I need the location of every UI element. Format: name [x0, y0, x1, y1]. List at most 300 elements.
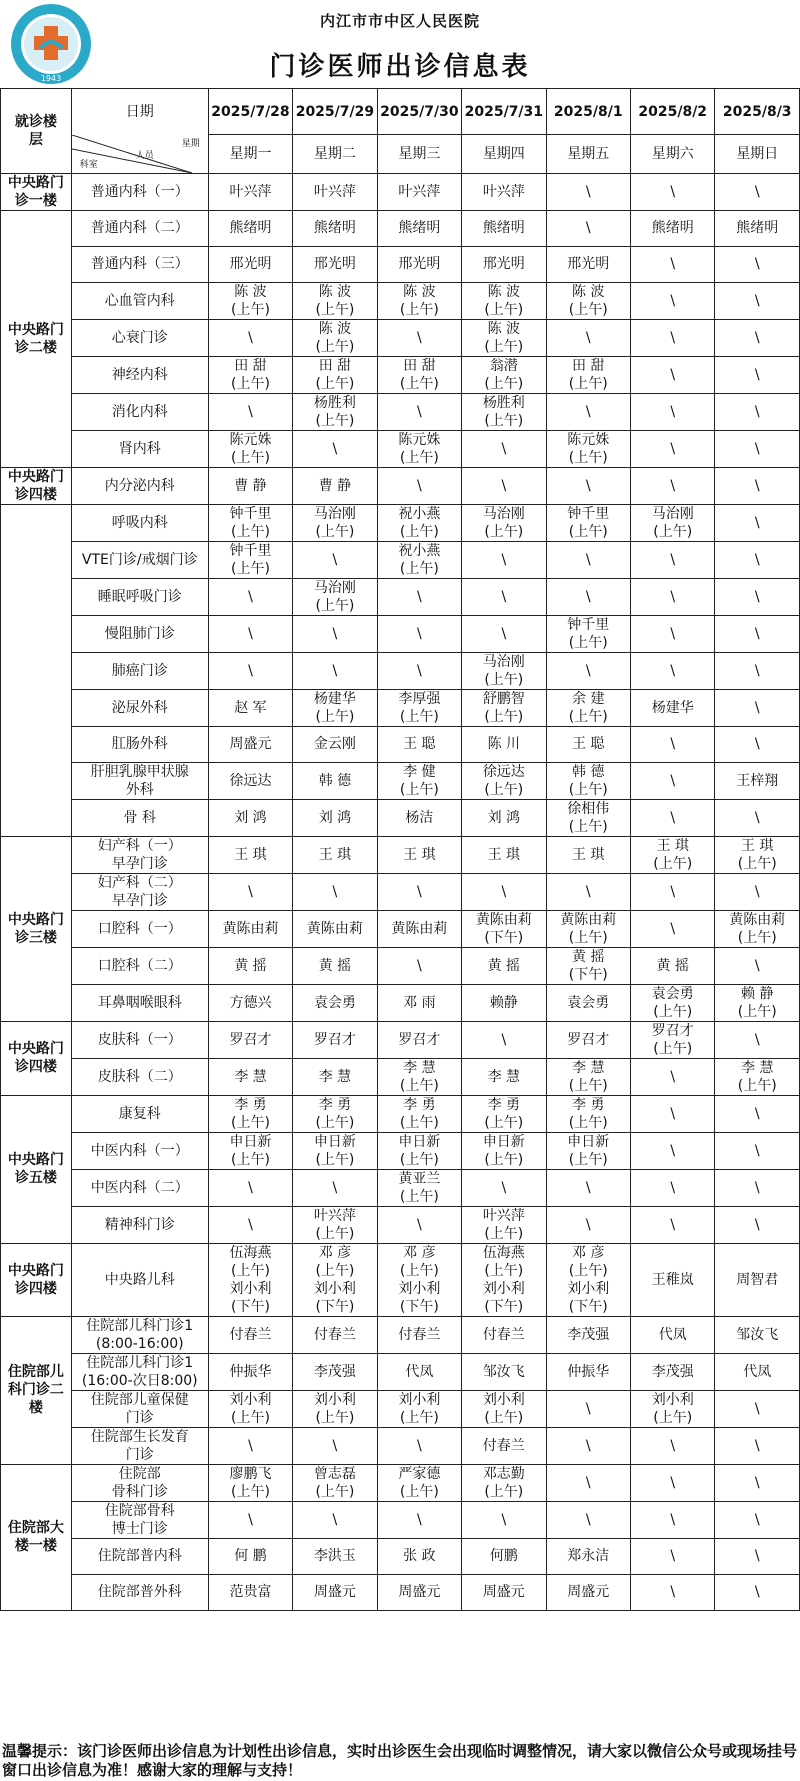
department-cell: 住院部骨科 博士门诊: [71, 1501, 208, 1538]
doctor-cell: 李厚强 (上午): [377, 689, 461, 726]
doctor-cell: \: [377, 1206, 461, 1243]
schedule-row: [1, 799, 800, 836]
doctor-cell: 叶兴萍: [293, 173, 377, 210]
doctor-cell: 邹汝飞: [462, 1353, 546, 1390]
doctor-cell: 周盛元: [546, 1574, 630, 1610]
doctor-cell: 李 勇 (上午): [546, 1095, 630, 1132]
doctor-cell: \: [715, 726, 800, 762]
doctor-cell: 李 勇 (上午): [293, 1095, 377, 1132]
doctor-cell: 周盛元: [208, 726, 292, 762]
department-cell: 中央路儿科: [71, 1243, 208, 1316]
doctor-cell: \: [462, 430, 546, 467]
doctor-cell: \: [546, 1390, 630, 1427]
schedule-row: [1, 246, 800, 282]
date-cell: 2025/8/1: [546, 89, 630, 135]
department-cell: 康复科: [71, 1095, 208, 1132]
doctor-cell: \: [462, 1169, 546, 1206]
schedule-row: [1, 1501, 800, 1538]
weekday-cell: 星期四: [462, 135, 546, 174]
doctor-cell: 熊绪明: [208, 210, 292, 246]
doctor-cell: 黄 摇: [293, 947, 377, 984]
doctor-cell: \: [377, 467, 461, 504]
doctor-cell: \: [546, 1169, 630, 1206]
doctor-cell: 陈元姝 (上午): [546, 430, 630, 467]
floor-header: 就诊楼层: [1, 89, 72, 174]
department-cell: 普通内科（一）: [71, 173, 208, 210]
doctor-cell: 黄 摇 (下午): [546, 947, 630, 984]
doctor-cell: 王 琪 (上午): [715, 836, 800, 873]
doctor-cell: 伍海燕 (上午) 刘小利 (下午): [462, 1243, 546, 1316]
doctor-cell: \: [293, 1169, 377, 1206]
doctor-cell: 赖静: [462, 984, 546, 1021]
doctor-cell: \: [631, 430, 715, 467]
doctor-cell: 李 慧 (上午): [377, 1058, 461, 1095]
schedule-row: [1, 1132, 800, 1169]
doctor-cell: 黄陈由莉: [377, 910, 461, 947]
doctor-cell: \: [715, 799, 800, 836]
doctor-cell: 付春兰: [208, 1316, 292, 1353]
doctor-cell: 刘小利 (上午): [377, 1390, 461, 1427]
doctor-cell: \: [546, 319, 630, 356]
doctor-cell: 王 琪: [462, 836, 546, 873]
doctor-cell: \: [293, 652, 377, 689]
doctor-cell: \: [715, 1206, 800, 1243]
doctor-cell: 代凤: [631, 1316, 715, 1353]
floor-cell: 中央路门诊四楼: [1, 467, 72, 504]
schedule-table: [0, 88, 800, 1611]
doctor-cell: 熊绪明: [631, 210, 715, 246]
doctor-cell: 罗召才 (上午): [631, 1021, 715, 1058]
department-cell: 中医内科（一）: [71, 1132, 208, 1169]
doctor-cell: 邓 彦 (上午) 刘小利 (下午): [546, 1243, 630, 1316]
department-cell: 住院部生长发育 门诊: [71, 1427, 208, 1464]
doctor-cell: \: [715, 1169, 800, 1206]
doctor-cell: 陈元姝 (上午): [377, 430, 461, 467]
department-cell: 心衰门诊: [71, 319, 208, 356]
doctor-cell: 熊绪明: [293, 210, 377, 246]
doctor-cell: 刘 鸿: [462, 799, 546, 836]
doctor-cell: 陈元姝 (上午): [208, 430, 292, 467]
doctor-cell: 代凤: [715, 1353, 800, 1390]
schedule-row: [1, 541, 800, 578]
doctor-cell: \: [546, 393, 630, 430]
department-cell: 住院部 骨科门诊: [71, 1464, 208, 1501]
department-cell: 口腔科（一）: [71, 910, 208, 947]
doctor-cell: \: [377, 393, 461, 430]
doctor-cell: \: [546, 1501, 630, 1538]
doctor-cell: \: [715, 1390, 800, 1427]
doctor-cell: 李 勇 (上午): [377, 1095, 461, 1132]
schedule-row: [1, 173, 800, 210]
doctor-cell: \: [631, 282, 715, 319]
doctor-cell: 钟千里 (上午): [546, 615, 630, 652]
doctor-cell: 刘小利 (上午): [462, 1390, 546, 1427]
schedule-row: [1, 1538, 800, 1574]
doctor-cell: 熊绪明: [377, 210, 461, 246]
doctor-cell: 罗召才: [293, 1021, 377, 1058]
doctor-cell: \: [377, 1427, 461, 1464]
doctor-cell: 付春兰: [462, 1427, 546, 1464]
doctor-cell: 李 慧: [462, 1058, 546, 1095]
doctor-cell: 王 琪: [546, 836, 630, 873]
doctor-cell: \: [631, 799, 715, 836]
doctor-cell: 范贵富: [208, 1574, 292, 1610]
doctor-cell: \: [715, 319, 800, 356]
doctor-cell: 方德兴: [208, 984, 292, 1021]
doctor-cell: 李 慧 (上午): [546, 1058, 630, 1095]
doctor-cell: \: [208, 652, 292, 689]
doctor-cell: 黄陈由莉: [208, 910, 292, 947]
doctor-cell: 杨胜利 (上午): [293, 393, 377, 430]
schedule-row: [1, 504, 800, 541]
doctor-cell: \: [377, 319, 461, 356]
department-cell: 妇产科（二） 早孕门诊: [71, 873, 208, 910]
doctor-cell: 张 政: [377, 1538, 461, 1574]
person-corner-label: 人员: [135, 150, 154, 161]
doctor-cell: 黄 摇: [208, 947, 292, 984]
doctor-cell: 邓 彦 (上午) 刘小利 (下午): [377, 1243, 461, 1316]
doctor-cell: \: [631, 1501, 715, 1538]
diagonal-header: [71, 135, 208, 174]
doctor-cell: \: [631, 1058, 715, 1095]
doctor-cell: \: [631, 652, 715, 689]
doctor-cell: 黄陈由莉 (下午): [462, 910, 546, 947]
doctor-cell: 李茂强: [293, 1353, 377, 1390]
doctor-cell: \: [631, 1095, 715, 1132]
doctor-cell: 田 甜 (上午): [377, 356, 461, 393]
doctor-cell: 叶兴萍: [377, 173, 461, 210]
doctor-cell: 申日新 (上午): [462, 1132, 546, 1169]
doctor-cell: \: [631, 1206, 715, 1243]
doctor-cell: 陈 波 (上午): [293, 282, 377, 319]
week-corner-label: 星期: [181, 138, 200, 149]
doctor-cell: 陈 波 (上午): [377, 282, 461, 319]
floor-cell: 中央路门诊三楼: [1, 836, 72, 1021]
doctor-cell: 邓 彦 (上午) 刘小利 (下午): [293, 1243, 377, 1316]
doctor-cell: 叶兴萍: [462, 173, 546, 210]
doctor-cell: 周盛元: [462, 1574, 546, 1610]
doctor-cell: \: [631, 246, 715, 282]
doctor-cell: 申日新 (上午): [377, 1132, 461, 1169]
date-cell: 2025/7/28: [208, 89, 292, 135]
date-cell: 2025/7/30: [377, 89, 461, 135]
doctor-cell: \: [377, 947, 461, 984]
schedule-row: [1, 762, 800, 799]
weekday-cell: 星期六: [631, 135, 715, 174]
doctor-cell: \: [715, 541, 800, 578]
department-cell: 住院部普外科: [71, 1574, 208, 1610]
department-cell: 住院部儿科门诊1 (8:00-16:00): [71, 1316, 208, 1353]
schedule-row: [1, 1464, 800, 1501]
doctor-cell: \: [208, 1206, 292, 1243]
doctor-cell: 王 琪: [293, 836, 377, 873]
doctor-cell: 陈 波 (上午): [462, 319, 546, 356]
doctor-cell: 黄 摇: [462, 947, 546, 984]
doctor-cell: 王梓翔: [715, 762, 800, 799]
doctor-cell: 周盛元: [293, 1574, 377, 1610]
doctor-cell: 叶兴萍: [208, 173, 292, 210]
doctor-cell: \: [546, 173, 630, 210]
doctor-cell: 付春兰: [293, 1316, 377, 1353]
doctor-cell: \: [631, 1132, 715, 1169]
doctor-cell: 严家德 (上午): [377, 1464, 461, 1501]
date-header: 日期: [71, 89, 208, 135]
doctor-cell: 何鹏: [462, 1538, 546, 1574]
doctor-cell: 罗召才: [208, 1021, 292, 1058]
schedule-row: [1, 1058, 800, 1095]
doctor-cell: 马治刚 (上午): [293, 578, 377, 615]
doctor-cell: \: [631, 762, 715, 799]
doctor-cell: \: [715, 947, 800, 984]
doctor-cell: \: [631, 356, 715, 393]
floor-cell: 中央路门诊四楼: [1, 1021, 72, 1095]
doctor-cell: \: [715, 467, 800, 504]
doctor-cell: 熊绪明: [715, 210, 800, 246]
doctor-cell: \: [377, 578, 461, 615]
doctor-cell: 马治刚 (上午): [293, 504, 377, 541]
doctor-cell: \: [631, 467, 715, 504]
doctor-cell: \: [715, 1132, 800, 1169]
doctor-cell: 伍海燕 (上午) 刘小利 (下午): [208, 1243, 292, 1316]
department-cell: 睡眠呼吸门诊: [71, 578, 208, 615]
dept-corner-label: 科室: [79, 159, 98, 170]
doctor-cell: 周智君: [715, 1243, 800, 1316]
weekday-cell: 星期五: [546, 135, 630, 174]
doctor-cell: \: [208, 319, 292, 356]
doctor-cell: \: [546, 1206, 630, 1243]
doctor-cell: \: [546, 541, 630, 578]
schedule-row: [1, 836, 800, 873]
doctor-cell: 李 勇 (上午): [208, 1095, 292, 1132]
doctor-cell: 王 琪: [377, 836, 461, 873]
doctor-cell: 王 聪: [546, 726, 630, 762]
doctor-cell: \: [208, 615, 292, 652]
doctor-cell: 杨建华: [631, 689, 715, 726]
floor-cell: 中央路门诊五楼: [1, 1095, 72, 1243]
doctor-cell: 韩 德 (上午): [546, 762, 630, 799]
doctor-cell: \: [462, 578, 546, 615]
doctor-cell: 黄 摇: [631, 947, 715, 984]
doctor-cell: 申日新 (上午): [208, 1132, 292, 1169]
doctor-cell: \: [715, 282, 800, 319]
schedule-row: [1, 873, 800, 910]
schedule-row: [1, 1021, 800, 1058]
doctor-cell: 韩 德: [293, 762, 377, 799]
doctor-cell: \: [377, 615, 461, 652]
department-cell: 住院部普内科: [71, 1538, 208, 1574]
doctor-cell: \: [293, 541, 377, 578]
doctor-cell: 李 慧 (上午): [715, 1058, 800, 1095]
doctor-cell: 余 建 (上午): [546, 689, 630, 726]
schedule-row: [1, 1427, 800, 1464]
department-cell: VTE门诊/戒烟门诊: [71, 541, 208, 578]
doctor-cell: \: [377, 652, 461, 689]
doctor-cell: 黄陈由莉 (上午): [715, 910, 800, 947]
doctor-cell: 袁会勇 (上午): [631, 984, 715, 1021]
doctor-cell: 刘 鸿: [208, 799, 292, 836]
schedule-row: [1, 1243, 800, 1316]
doctor-cell: 徐远达 (上午): [462, 762, 546, 799]
doctor-cell: \: [715, 652, 800, 689]
weekday-cell: 星期一: [208, 135, 292, 174]
schedule-row: [1, 393, 800, 430]
doctor-cell: 徐相伟 (上午): [546, 799, 630, 836]
department-cell: 住院部儿科门诊1 (16:00-次日8:00): [71, 1353, 208, 1390]
doctor-cell: \: [293, 1427, 377, 1464]
doctor-cell: 陈 波 (上午): [208, 282, 292, 319]
schedule-row: [1, 282, 800, 319]
doctor-cell: 杨洁: [377, 799, 461, 836]
doctor-cell: 田 甜 (上午): [208, 356, 292, 393]
doctor-cell: 陈 波 (上午): [462, 282, 546, 319]
doctor-cell: \: [546, 210, 630, 246]
doctor-cell: 钟千里 (上午): [546, 504, 630, 541]
doctor-cell: \: [715, 1021, 800, 1058]
doctor-cell: 罗召才: [546, 1021, 630, 1058]
doctor-cell: \: [715, 504, 800, 541]
doctor-cell: \: [208, 1169, 292, 1206]
doctor-cell: \: [631, 726, 715, 762]
doctor-cell: 申日新 (上午): [293, 1132, 377, 1169]
logo-year: 1943: [40, 74, 62, 83]
doctor-cell: 金云刚: [293, 726, 377, 762]
weekday-cell: 星期二: [293, 135, 377, 174]
doctor-cell: 李 勇 (上午): [462, 1095, 546, 1132]
doctor-cell: 李茂强: [546, 1316, 630, 1353]
schedule-row: [1, 356, 800, 393]
department-cell: 耳鼻咽喉眼科: [71, 984, 208, 1021]
doctor-cell: \: [715, 173, 800, 210]
department-cell: 普通内科（三）: [71, 246, 208, 282]
doctor-cell: 翁潜 (上午): [462, 356, 546, 393]
doctor-cell: 叶兴萍 (上午): [462, 1206, 546, 1243]
doctor-cell: 刘小利 (上午): [631, 1390, 715, 1427]
department-cell: 慢阻肺门诊: [71, 615, 208, 652]
department-cell: 中医内科（二）: [71, 1169, 208, 1206]
page-title: 门诊医师出诊信息表: [269, 52, 531, 82]
doctor-cell: 仲振华: [546, 1353, 630, 1390]
doctor-cell: 黄陈由莉: [293, 910, 377, 947]
schedule-row: [1, 467, 800, 504]
schedule-row: [1, 430, 800, 467]
doctor-cell: \: [631, 173, 715, 210]
doctor-cell: \: [208, 873, 292, 910]
doctor-cell: \: [715, 1427, 800, 1464]
department-cell: 妇产科（一） 早孕门诊: [71, 836, 208, 873]
doctor-cell: \: [546, 1427, 630, 1464]
doctor-cell: 邢光明: [462, 246, 546, 282]
doctor-cell: 代凤: [377, 1353, 461, 1390]
doctor-cell: 廖鹏飞 (上午): [208, 1464, 292, 1501]
schedule-row: [1, 726, 800, 762]
department-cell: 口腔科（二）: [71, 947, 208, 984]
doctor-cell: \: [293, 1501, 377, 1538]
date-cell: 2025/7/31: [462, 89, 546, 135]
schedule-row: [1, 1574, 800, 1610]
floor-cell: 住院部儿科门诊二楼: [1, 1316, 72, 1464]
department-cell: 内分泌内科: [71, 467, 208, 504]
doctor-cell: 田 甜 (上午): [546, 356, 630, 393]
doctor-cell: 杨胜利 (上午): [462, 393, 546, 430]
doctor-cell: 郑永洁: [546, 1538, 630, 1574]
schedule-row: [1, 652, 800, 689]
doctor-cell: 邢光明: [377, 246, 461, 282]
date-cell: 2025/8/3: [715, 89, 800, 135]
doctor-cell: 黄亚兰 (上午): [377, 1169, 461, 1206]
doctor-cell: \: [546, 578, 630, 615]
schedule-row: [1, 1353, 800, 1390]
doctor-cell: \: [208, 393, 292, 430]
doctor-cell: 刘小利 (上午): [208, 1390, 292, 1427]
schedule-row: [1, 947, 800, 984]
doctor-cell: 祝小燕 (上午): [377, 504, 461, 541]
department-cell: 肺癌门诊: [71, 652, 208, 689]
doctor-cell: \: [462, 541, 546, 578]
doctor-cell: 陈 川: [462, 726, 546, 762]
doctor-cell: 付春兰: [377, 1316, 461, 1353]
doctor-cell: 李 健 (上午): [377, 762, 461, 799]
schedule-row: [1, 984, 800, 1021]
doctor-cell: \: [631, 393, 715, 430]
doctor-cell: 申日新 (上午): [546, 1132, 630, 1169]
doctor-cell: \: [631, 541, 715, 578]
doctor-cell: 仲振华: [208, 1353, 292, 1390]
doctor-cell: 曹 静: [208, 467, 292, 504]
doctor-cell: 杨建华 (上午): [293, 689, 377, 726]
doctor-cell: 李茂强: [631, 1353, 715, 1390]
doctor-cell: 邹汝飞: [715, 1316, 800, 1353]
department-cell: 呼吸内科: [71, 504, 208, 541]
schedule-row: [1, 1206, 800, 1243]
doctor-cell: 邓 雨: [377, 984, 461, 1021]
doctor-cell: \: [715, 873, 800, 910]
schedule-row: [1, 1390, 800, 1427]
doctor-cell: \: [631, 319, 715, 356]
doctor-cell: \: [715, 1574, 800, 1610]
doctor-cell: \: [631, 1169, 715, 1206]
doctor-cell: \: [546, 467, 630, 504]
doctor-cell: 黄陈由莉 (上午): [546, 910, 630, 947]
doctor-cell: 邢光明: [208, 246, 292, 282]
doctor-cell: \: [631, 1538, 715, 1574]
doctor-cell: 刘小利 (上午): [293, 1390, 377, 1427]
doctor-cell: \: [715, 1095, 800, 1132]
schedule-row: [1, 615, 800, 652]
doctor-cell: 曹 静: [293, 467, 377, 504]
doctor-cell: \: [715, 246, 800, 282]
doctor-cell: 袁会勇: [293, 984, 377, 1021]
floor-cell: 中央路门诊四楼: [1, 1243, 72, 1316]
doctor-cell: \: [546, 1464, 630, 1501]
doctor-cell: 李洪玉: [293, 1538, 377, 1574]
doctor-cell: \: [377, 1501, 461, 1538]
schedule-row: [1, 1316, 800, 1353]
department-cell: 泌尿外科: [71, 689, 208, 726]
weekday-cell: 星期三: [377, 135, 461, 174]
weekday-row: [1, 135, 800, 174]
department-cell: 肝胆乳腺甲状腺 外科: [71, 762, 208, 799]
doctor-cell: \: [293, 615, 377, 652]
doctor-cell: 邢光明: [546, 246, 630, 282]
department-cell: 皮肤科（一）: [71, 1021, 208, 1058]
department-cell: 精神科门诊: [71, 1206, 208, 1243]
doctor-cell: 刘 鸿: [293, 799, 377, 836]
doctor-cell: 舒鹏智 (上午): [462, 689, 546, 726]
doctor-cell: \: [631, 615, 715, 652]
department-cell: 骨 科: [71, 799, 208, 836]
schedule-row: [1, 910, 800, 947]
doctor-cell: \: [715, 1464, 800, 1501]
